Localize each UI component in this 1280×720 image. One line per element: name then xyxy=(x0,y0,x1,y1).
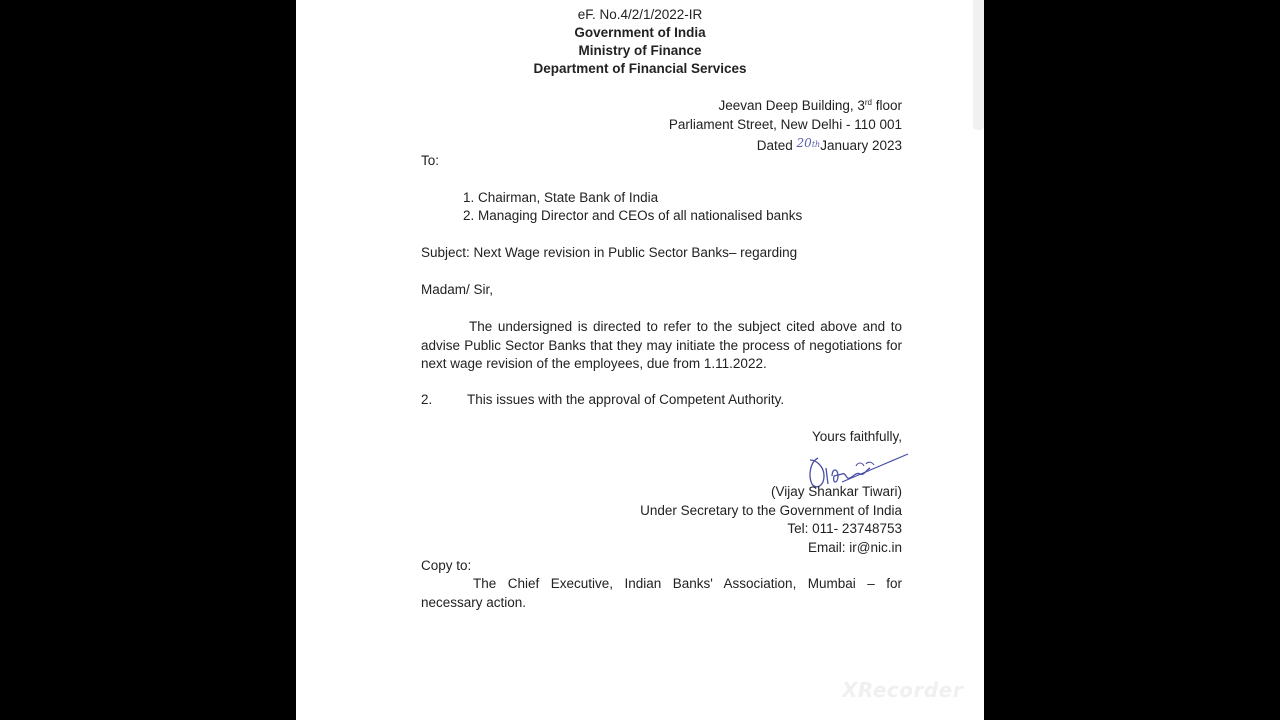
scrollbar-thumb[interactable] xyxy=(973,0,984,130)
recipient-1: 1. Chairman, State Bank of India xyxy=(463,190,659,205)
dated-line: Dated 20thJanuary 2023 xyxy=(756,136,902,153)
to-label: To: xyxy=(421,153,440,168)
file-number: eF. No.4/2/1/2022-IR xyxy=(577,7,703,22)
closing: Yours faithfully, xyxy=(811,429,902,444)
copy-to-label: Copy to: xyxy=(421,558,472,573)
signatory-tel: Tel: 011- 23748753 xyxy=(787,521,902,536)
handwritten-date: 20 xyxy=(796,136,812,150)
address-street: Parliament Street, New Delhi - 110 001 xyxy=(668,117,902,132)
ministry-heading: Ministry of Finance xyxy=(578,43,702,58)
body-paragraph-1: The undersigned is directed to refer to the subject cited above and to advise Public Sector Banks that they may initiate the process of negotiations for next wage revision of the employees, due from 1.11.2022. xyxy=(421,319,902,371)
address-building: Jeevan Deep Building, 3rd floor xyxy=(718,98,902,113)
paragraph-2-text: This issues with the approval of Competent Authority. xyxy=(467,392,785,407)
copy-to-text: The Chief Executive, Indian Banks' Association, Mumbai – for necessary action. xyxy=(421,576,902,610)
salutation: Madam/ Sir, xyxy=(421,282,494,297)
recipient-2: 2. Managing Director and CEOs of all nationalised banks xyxy=(463,208,803,223)
signatory-email: Email: ir@nic.in xyxy=(808,540,902,555)
document-page xyxy=(296,0,984,720)
government-heading: Government of India xyxy=(574,25,706,40)
subject-line: Subject: Next Wage revision in Public Sector Banks– regarding xyxy=(421,245,798,260)
paragraph-2-number: 2. xyxy=(421,392,433,407)
signatory-name: (Vijay Shankar Tiwari) xyxy=(770,484,902,499)
signatory-designation: Under Secretary to the Government of India xyxy=(640,503,902,518)
department-heading: Department of Financial Services xyxy=(533,61,747,76)
xrecorder-watermark: XRecorder xyxy=(842,678,964,702)
